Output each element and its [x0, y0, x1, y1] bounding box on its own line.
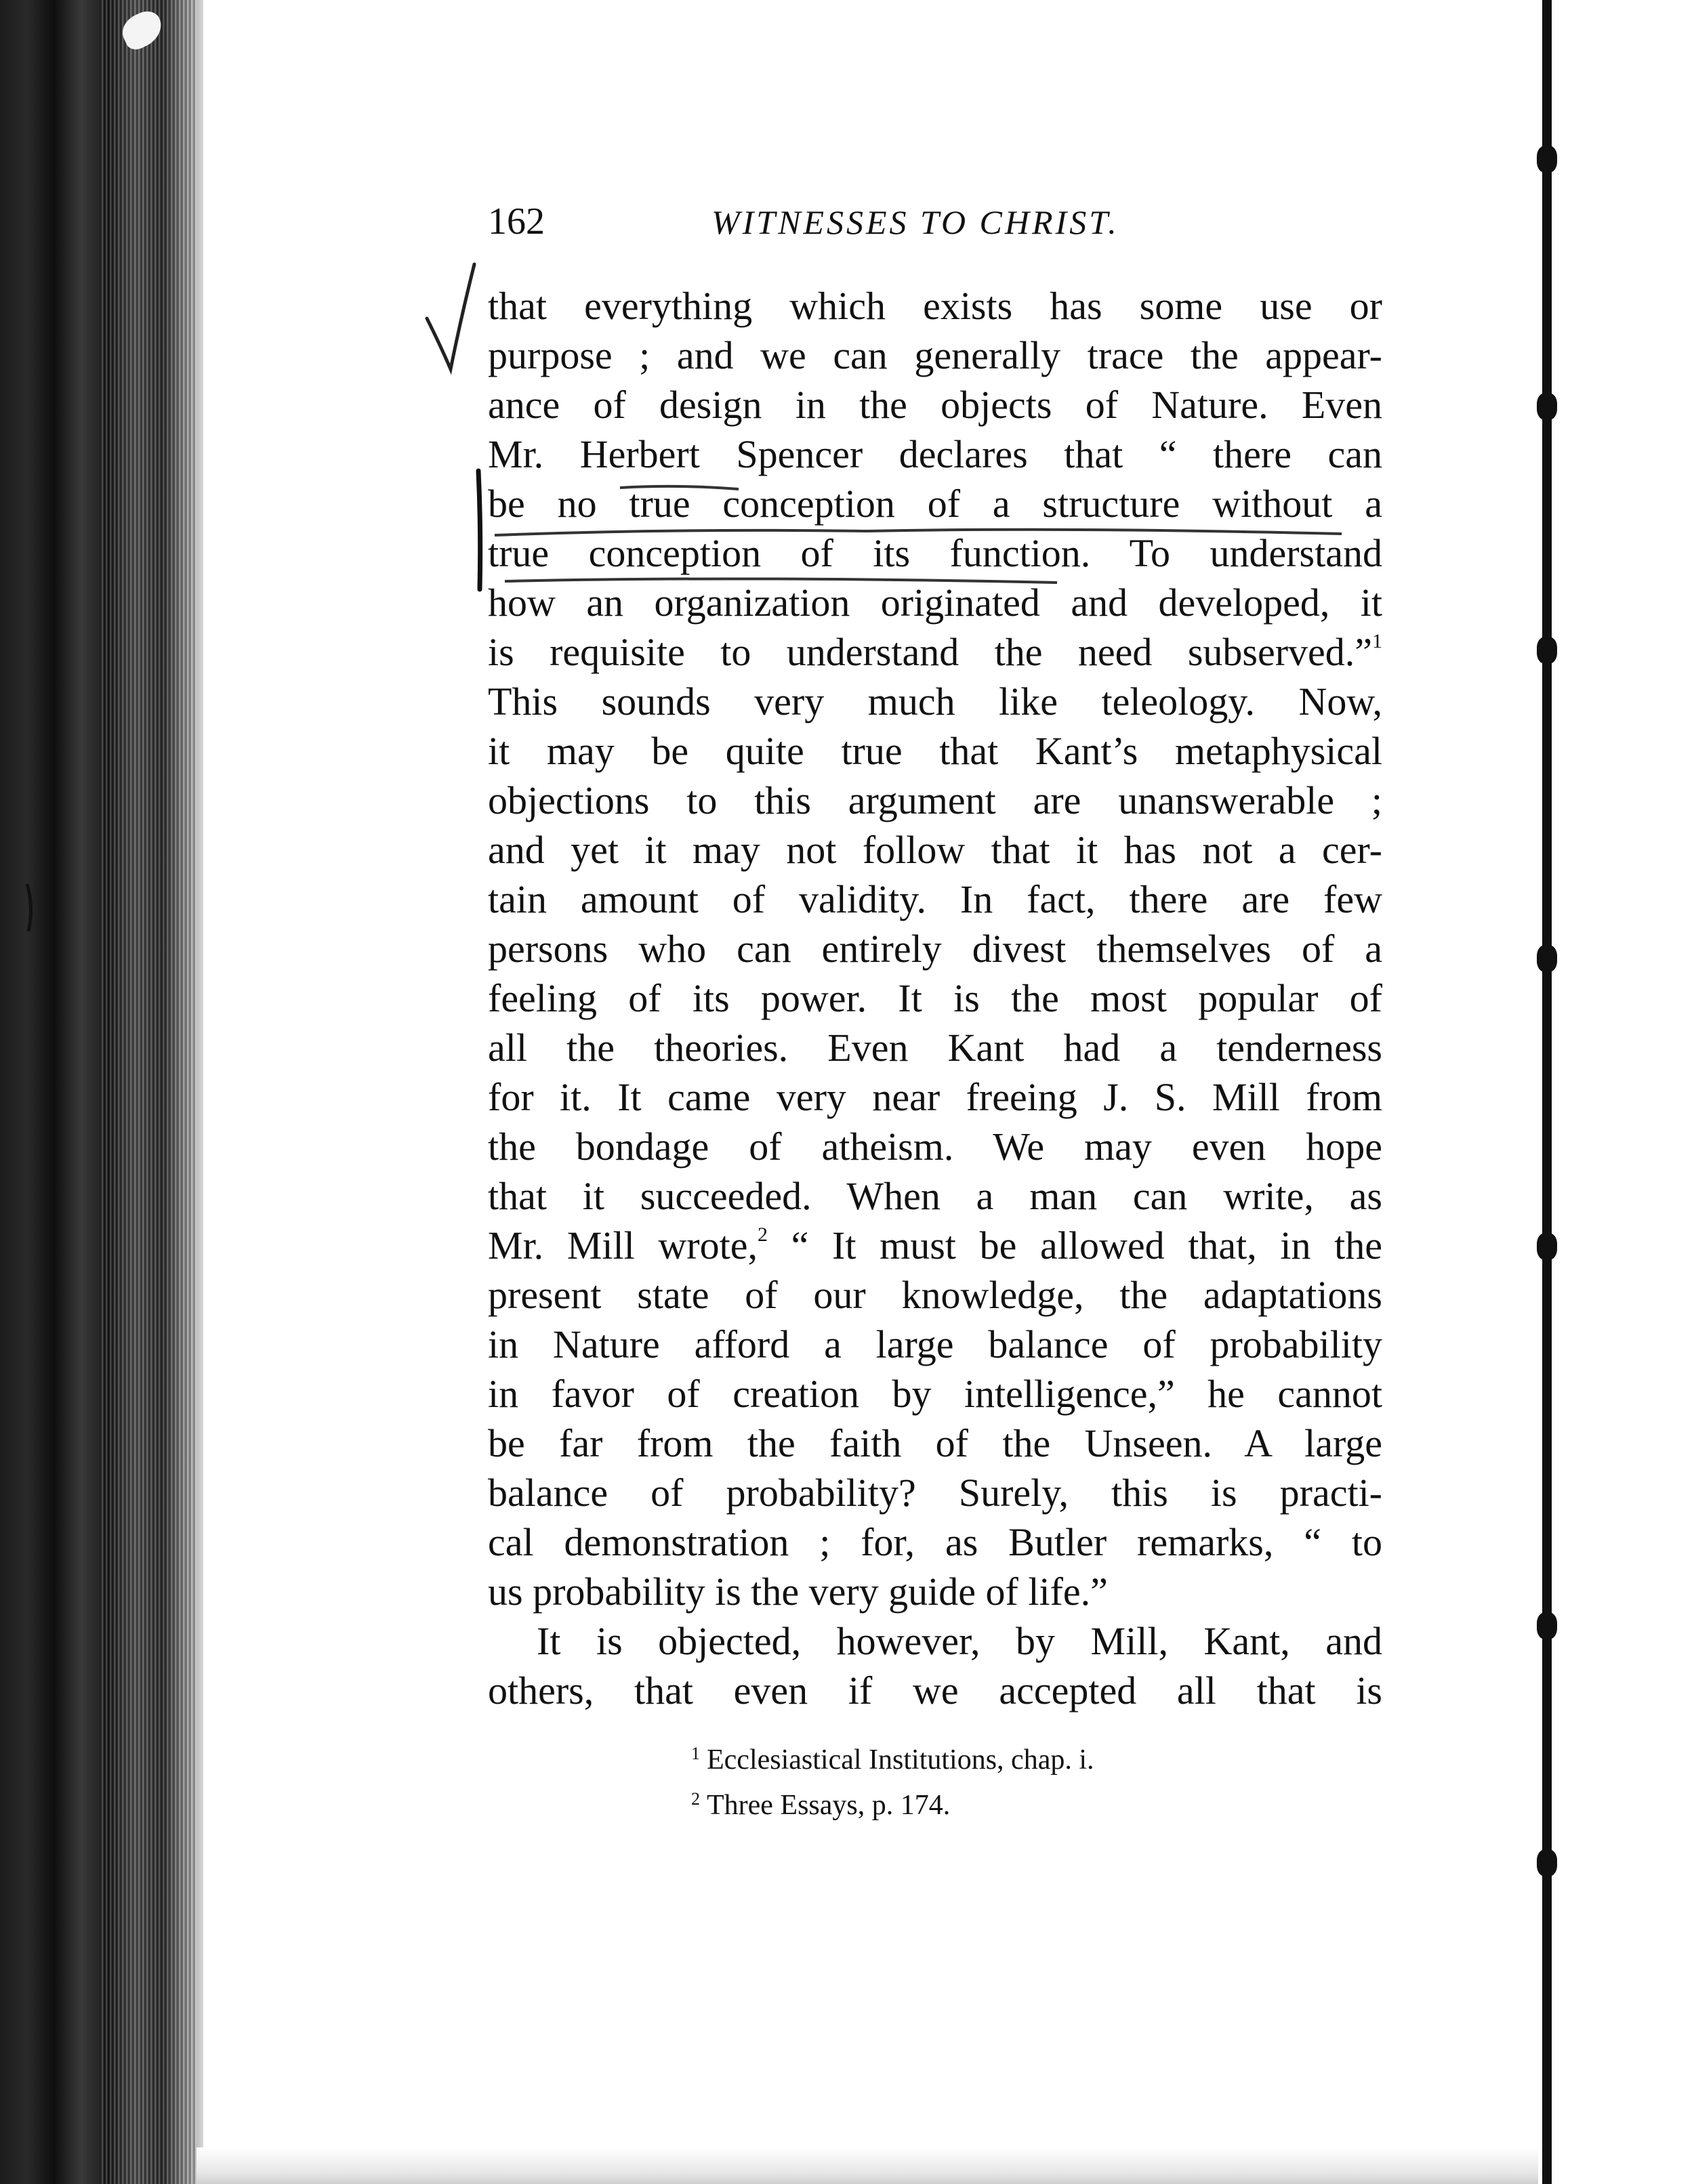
text-line-with-ref	[488, 1221, 1382, 1270]
bottom-shadow	[197, 2147, 1538, 2184]
text-fragment: “ It must be allowed that, in the	[767, 1223, 1382, 1267]
text-fragment: is requisite to understand the need subserved.”	[488, 630, 1372, 674]
text-line: for it. It came very near freeing J. S. Mill from	[488, 1075, 1382, 1119]
footnote-ref: 2	[757, 1223, 768, 1246]
text-line: feeling of its power. It is the most popular of	[488, 976, 1382, 1020]
gutter-mark	[1537, 1233, 1557, 1260]
footnote	[691, 1780, 1382, 1825]
text-line: in Nature afford a large balance of probability	[488, 1322, 1382, 1366]
gutter-mark	[1537, 945, 1557, 972]
page-content	[488, 200, 1382, 1825]
text-line: ance of design in the objects of Nature. Even	[488, 383, 1382, 427]
body-text	[488, 281, 1382, 1715]
text-line: balance of probability? Surely, this is practi-	[488, 1471, 1382, 1515]
footnote-text: Ecclesiastical Institutions, chap. i.	[707, 1744, 1094, 1776]
gutter-mark	[1537, 393, 1557, 420]
footnote-mark: 2	[691, 1789, 700, 1809]
text-line: purpose ; and we can generally trace the appear-	[488, 333, 1382, 377]
text-line: Mr. Herbert Spencer declares that “ there can	[488, 432, 1382, 476]
text-line: how an organization originated and developed, it	[488, 581, 1382, 625]
footnote-text: Three Essays, p. 174.	[707, 1790, 951, 1821]
text-line-with-ref	[488, 627, 1382, 677]
page-number: 162	[488, 201, 545, 243]
text-line: and yet it may not follow that it has not a cer-	[488, 828, 1382, 872]
text-line: others, that even if we accepted all that is	[488, 1668, 1382, 1713]
right-gutter	[1533, 0, 1694, 2184]
gutter-mark	[1537, 1849, 1557, 1876]
margin-bar-annotation	[478, 471, 480, 589]
text-line: objections to this argument are unanswerable ;	[488, 778, 1382, 822]
footnote	[691, 1734, 1382, 1780]
footnote-ref: 1	[1372, 630, 1382, 652]
text-line: the bondage of atheism. We may even hope	[488, 1125, 1382, 1169]
text-line: cal demonstration ; for, as Butler remarks, “ to	[488, 1520, 1382, 1564]
text-line: true conception of its function. To understand	[488, 531, 1382, 575]
text-line: that it succeeded. When a man can write, as	[488, 1174, 1382, 1218]
text-line: it may be quite true that Kant’s metaphysical	[488, 729, 1382, 773]
text-line: It is objected, however, by Mill, Kant, and	[537, 1619, 1382, 1663]
page-edge-stripes	[102, 0, 197, 2184]
running-head	[488, 200, 1382, 261]
text-line: This sounds very much like teleology. Now,	[488, 679, 1382, 723]
footnote-mark: 1	[691, 1744, 700, 1763]
text-line: persons who can entirely divest themselves of a	[488, 927, 1382, 971]
checkmark-annotation	[427, 264, 474, 369]
text-line: in favor of creation by intelligence,” he cannot	[488, 1372, 1382, 1416]
footnotes	[488, 1734, 1382, 1825]
text-line: tain amount of validity. In fact, there are few	[488, 877, 1382, 921]
gutter-mark	[1537, 146, 1557, 173]
gutter-mark	[1537, 1612, 1557, 1639]
running-title: WITNESSES TO CHRIST.	[711, 203, 1119, 241]
text-line: that everything which exists has some use or	[488, 284, 1382, 328]
text-line: present state of our knowledge, the adaptations	[488, 1273, 1382, 1317]
text-line: be far from the faith of the Unseen. A large	[488, 1421, 1382, 1465]
text-line: be no true conception of a structure without a	[488, 482, 1382, 526]
text-line: us probability is the very guide of life.”	[488, 1570, 1108, 1614]
gutter-mark	[1537, 637, 1557, 664]
text-line: all the theories. Even Kant had a tenderness	[488, 1026, 1382, 1070]
text-fragment: Mr. Mill wrote,	[488, 1223, 758, 1267]
